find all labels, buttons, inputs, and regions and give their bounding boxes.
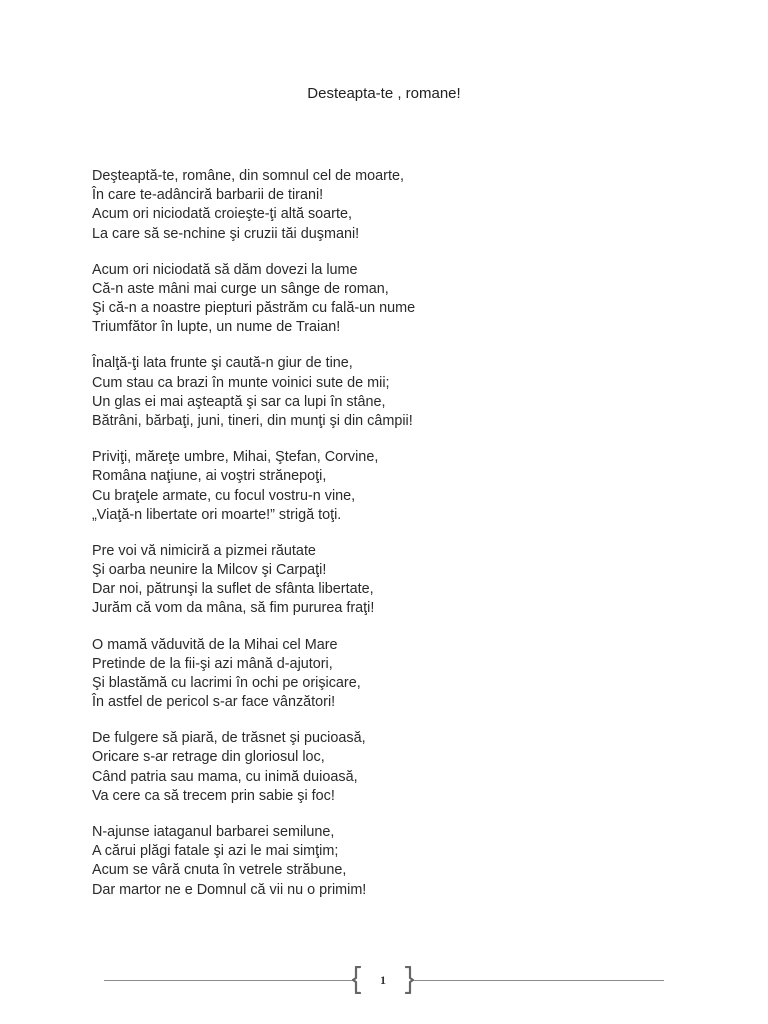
poem-line: Jurăm că vom da mâna, să fim pururea fraţi! (92, 600, 375, 617)
poem-line: Că-n aste mâni mai curge un sânge de roman, (92, 280, 389, 297)
poem-line: Româna naţiune, ai voştri strănepoţi, (92, 468, 327, 485)
poem-line: Pretinde de la fii-şi azi mână d-ajutori, (92, 655, 333, 672)
stanza (92, 729, 712, 806)
stanza (92, 636, 712, 713)
poem-body (92, 167, 712, 917)
poem-line: Pre voi vă nimiciră a pizmei răutate (92, 542, 316, 559)
poem-title: Desteapta-te , romane! (307, 85, 461, 102)
poem-line: Acum se vâră cnuta în vetrele străbune, (92, 862, 347, 879)
poem-line: Şi blastămă cu lacrimi în ochi pe orişicare, (92, 674, 361, 691)
stanza (92, 448, 712, 525)
poem-line: Şi oarba neunire la Milcov şi Carpaţi! (92, 562, 327, 579)
stanza (92, 354, 712, 431)
poem-line: Acum ori niciodată croieşte-ţi altă soarte, (92, 206, 352, 223)
poem-line: Înalţă-ţi lata frunte şi caută-n giur de tine, (92, 355, 353, 372)
poem-line: O mamă văduvită de la Mihai cel Mare (92, 636, 338, 653)
poem-line: Când patria sau mama, cu inimă duioasă, (92, 768, 358, 785)
poem-line: Dar martor ne e Domnul că vii nu o primim! (92, 881, 367, 898)
poem-line: A cărui plăgi fatale şi azi le mai simţim; (92, 843, 339, 860)
poem-line: Cum stau ca brazi în munte voinici sute de mii; (92, 374, 390, 391)
right-bracket-icon (404, 966, 414, 994)
page-number: 1 (380, 973, 386, 987)
stanza (92, 823, 712, 900)
poem-line: N-ajunse iataganul barbarei semilune, (92, 823, 335, 840)
poem-line: Şi că-n a noastre piepturi păstrăm cu fală-un nume (92, 300, 416, 317)
poem-line: „Viaţă-n libertate ori moarte!” strigă toţi. (92, 506, 342, 523)
poem-line: Acum ori niciodată să dăm dovezi la lume (92, 261, 358, 278)
poem-line: Oricare s-ar retrage din gloriosul loc, (92, 749, 325, 766)
poem-line: Bătrâni, bărbaţi, juni, tineri, din munţi şi din câmpii! (92, 413, 413, 430)
poem-line: De fulgere să piară, de trăsnet şi pucioasă, (92, 730, 366, 747)
stanza (92, 261, 712, 338)
page-footer (0, 964, 768, 998)
poem-line: Priviţi, măreţe umbre, Mihai, Ştefan, Corvine, (92, 449, 379, 466)
poem-line: În care te-adânciră barbarii de tirani! (92, 187, 324, 204)
poem-line: Triumfător în lupte, un nume de Traian! (92, 319, 341, 336)
poem-line: Cu braţele armate, cu focul vostru-n vine, (92, 487, 356, 504)
poem-line: La care să se-nchine şi cruzii tăi duşmani! (92, 225, 360, 242)
poem-line: Dar noi, pătrunşi la suflet de sfânta libertate, (92, 581, 374, 598)
footer-rule-right (414, 980, 664, 981)
left-bracket-icon (352, 966, 362, 994)
stanza (92, 167, 712, 244)
footer-rule-left (104, 980, 354, 981)
stanza (92, 542, 712, 619)
poem-line: În astfel de pericol s-ar face vânzători! (92, 694, 336, 711)
poem-line: Va cere ca să trecem prin sabie şi foc! (92, 787, 335, 804)
poem-line: Deşteaptă-te, române, din somnul cel de moarte, (92, 168, 404, 184)
poem-line: Un glas ei mai aşteaptă şi sar ca lupi în stâne, (92, 393, 386, 410)
